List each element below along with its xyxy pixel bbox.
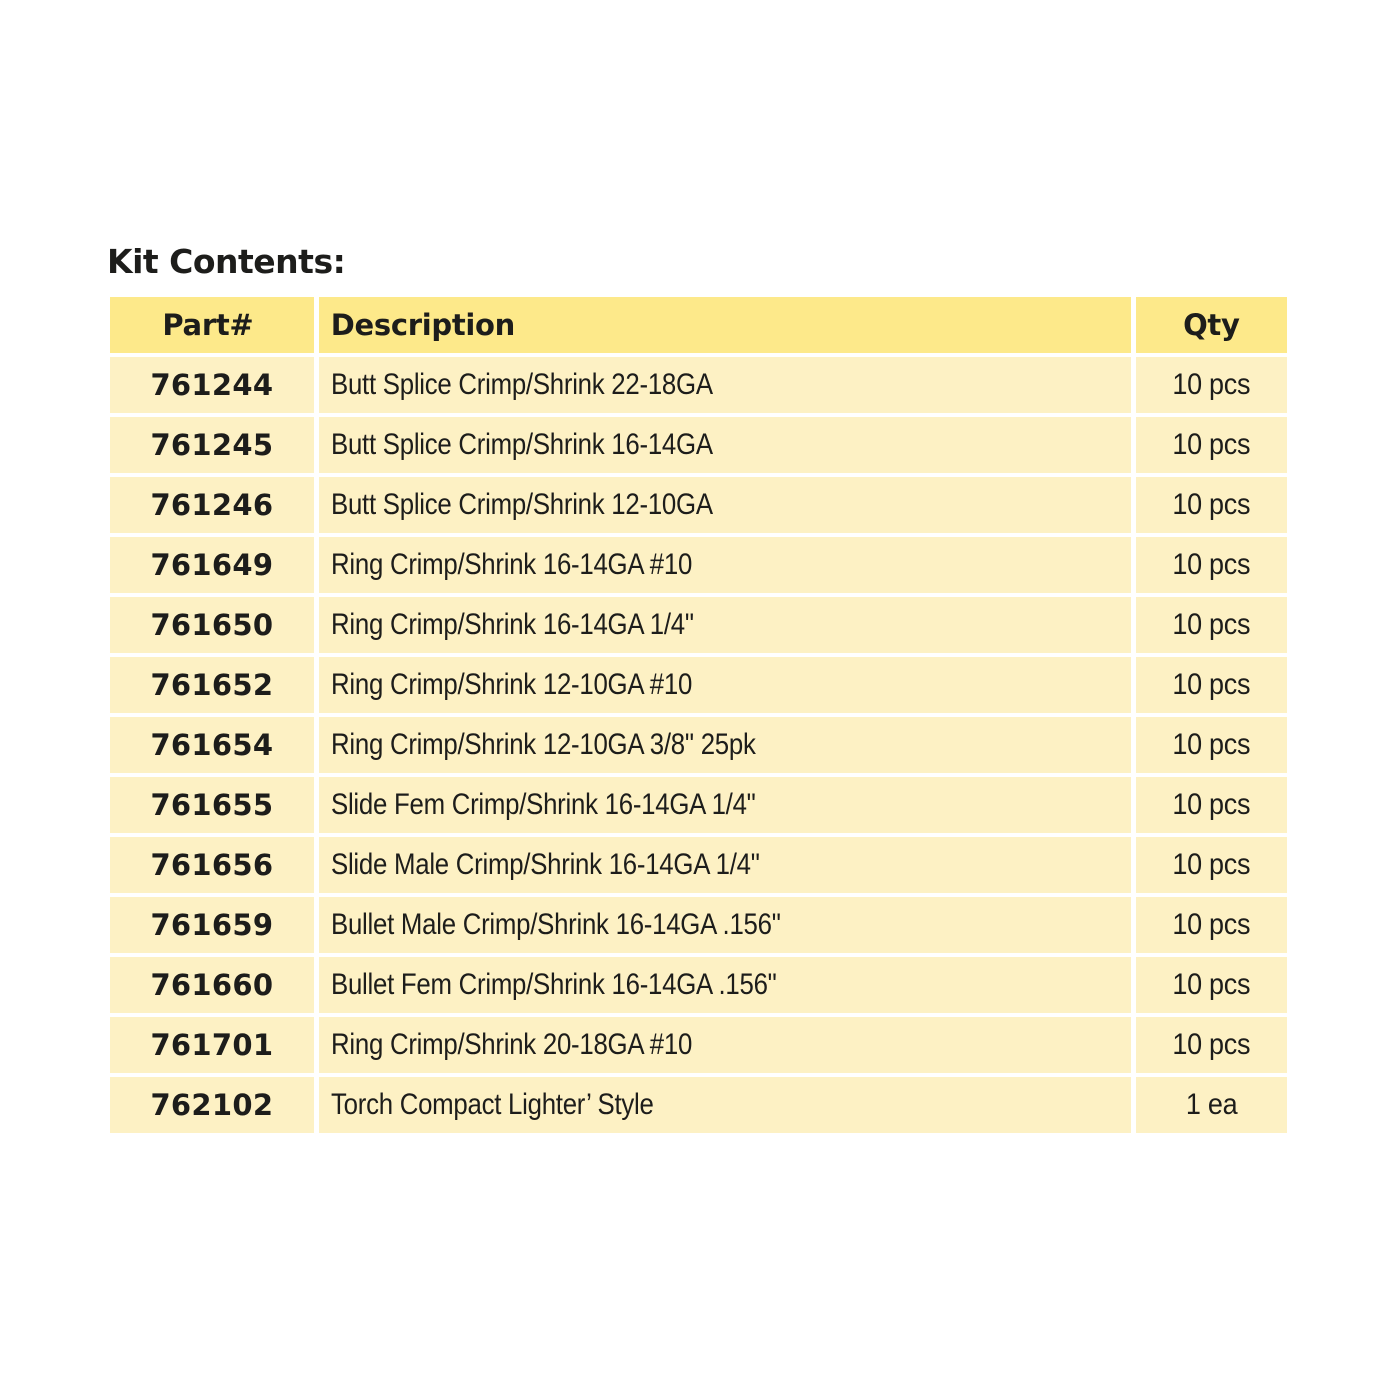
- part-number-cell: 761652: [110, 657, 319, 717]
- part-number-cell: 761659: [110, 897, 319, 957]
- table-body: [110, 357, 1287, 1133]
- quantity-cell: [1136, 957, 1287, 1017]
- description-text: Butt Splice Crimp/Shrink 16-14GA: [330, 428, 713, 461]
- quantity-cell: [1136, 417, 1287, 477]
- kit-contents-table: [110, 297, 1287, 1133]
- quantity-cell: [1136, 537, 1287, 597]
- description-text: Slide Male Crimp/Shrink 16-14GA 1/4": [330, 848, 760, 881]
- table-row: [110, 837, 1287, 897]
- quantity-header: Qty: [1136, 297, 1287, 357]
- quantity-cell: [1136, 597, 1287, 657]
- quantity-text: 10 pcs: [1172, 968, 1251, 1001]
- quantity-text: 10 pcs: [1172, 548, 1251, 581]
- quantity-cell: [1136, 1017, 1287, 1077]
- description-text: Slide Fem Crimp/Shrink 16-14GA 1/4": [330, 788, 756, 821]
- quantity-cell: [1136, 1077, 1287, 1133]
- description-cell: [319, 1077, 1136, 1133]
- description-cell: [319, 357, 1136, 417]
- description-cell: [319, 537, 1136, 597]
- description-cell: [319, 777, 1136, 837]
- description-text: Butt Splice Crimp/Shrink 22-18GA: [330, 368, 713, 401]
- quantity-text: 10 pcs: [1172, 788, 1251, 821]
- quantity-text: 10 pcs: [1172, 1028, 1251, 1061]
- description-text: Bullet Male Crimp/Shrink 16-14GA .156": [330, 908, 781, 941]
- part-number-cell: 761655: [110, 777, 319, 837]
- description-cell: [319, 477, 1136, 537]
- table-row: [110, 957, 1287, 1017]
- table-header-row: [110, 297, 1287, 357]
- table-row: [110, 897, 1287, 957]
- table-row: [110, 657, 1287, 717]
- quantity-text: 10 pcs: [1172, 848, 1251, 881]
- quantity-cell: [1136, 897, 1287, 957]
- part-number-cell: 761654: [110, 717, 319, 777]
- quantity-cell: [1136, 777, 1287, 837]
- table-row: [110, 357, 1287, 417]
- table-row: [110, 717, 1287, 777]
- table-row: [110, 477, 1287, 537]
- kit-contents-title: Kit Contents:: [107, 242, 346, 281]
- table-row: [110, 597, 1287, 657]
- part-number-cell: 762102: [110, 1077, 319, 1133]
- description-cell: [319, 717, 1136, 777]
- part-number-cell: 761650: [110, 597, 319, 657]
- part-number-header: Part#: [110, 297, 319, 357]
- description-text: Ring Crimp/Shrink 16-14GA #10: [330, 548, 692, 581]
- part-number-cell: 761244: [110, 357, 319, 417]
- quantity-text: 10 pcs: [1172, 908, 1251, 941]
- quantity-text: 10 pcs: [1172, 368, 1251, 401]
- quantity-text: 1 ea: [1185, 1088, 1238, 1121]
- quantity-text: 10 pcs: [1172, 608, 1251, 641]
- part-number-cell: 761701: [110, 1017, 319, 1077]
- quantity-cell: [1136, 837, 1287, 897]
- table-row: [110, 777, 1287, 837]
- description-text: Ring Crimp/Shrink 12-10GA 3/8" 25pk: [330, 728, 756, 761]
- description-text: Ring Crimp/Shrink 20-18GA #10: [330, 1028, 692, 1061]
- quantity-text: 10 pcs: [1172, 668, 1251, 701]
- quantity-text: 10 pcs: [1172, 488, 1251, 521]
- table-row: [110, 417, 1287, 477]
- description-cell: [319, 837, 1136, 897]
- quantity-cell: [1136, 657, 1287, 717]
- description-text: Ring Crimp/Shrink 12-10GA #10: [330, 668, 692, 701]
- description-cell: [319, 657, 1136, 717]
- quantity-text: 10 pcs: [1172, 428, 1251, 461]
- quantity-cell: [1136, 717, 1287, 777]
- table-row: [110, 1077, 1287, 1133]
- description-text: Bullet Fem Crimp/Shrink 16-14GA .156": [330, 968, 777, 1001]
- part-number-cell: 761245: [110, 417, 319, 477]
- description-cell: [319, 957, 1136, 1017]
- description-text: Ring Crimp/Shrink 16-14GA 1/4": [330, 608, 694, 641]
- quantity-text: 10 pcs: [1172, 728, 1251, 761]
- description-cell: [319, 597, 1136, 657]
- table-row: [110, 537, 1287, 597]
- description-cell: [319, 1017, 1136, 1077]
- description-text: Torch Compact Lighter’ Style: [330, 1088, 654, 1121]
- part-number-cell: 761246: [110, 477, 319, 537]
- quantity-cell: [1136, 477, 1287, 537]
- description-cell: [319, 417, 1136, 477]
- part-number-cell: 761656: [110, 837, 319, 897]
- description-header: Description: [319, 297, 1136, 357]
- description-text: Butt Splice Crimp/Shrink 12-10GA: [330, 488, 713, 521]
- part-number-cell: 761660: [110, 957, 319, 1017]
- table-row: [110, 1017, 1287, 1077]
- quantity-cell: [1136, 357, 1287, 417]
- part-number-cell: 761649: [110, 537, 319, 597]
- description-cell: [319, 897, 1136, 957]
